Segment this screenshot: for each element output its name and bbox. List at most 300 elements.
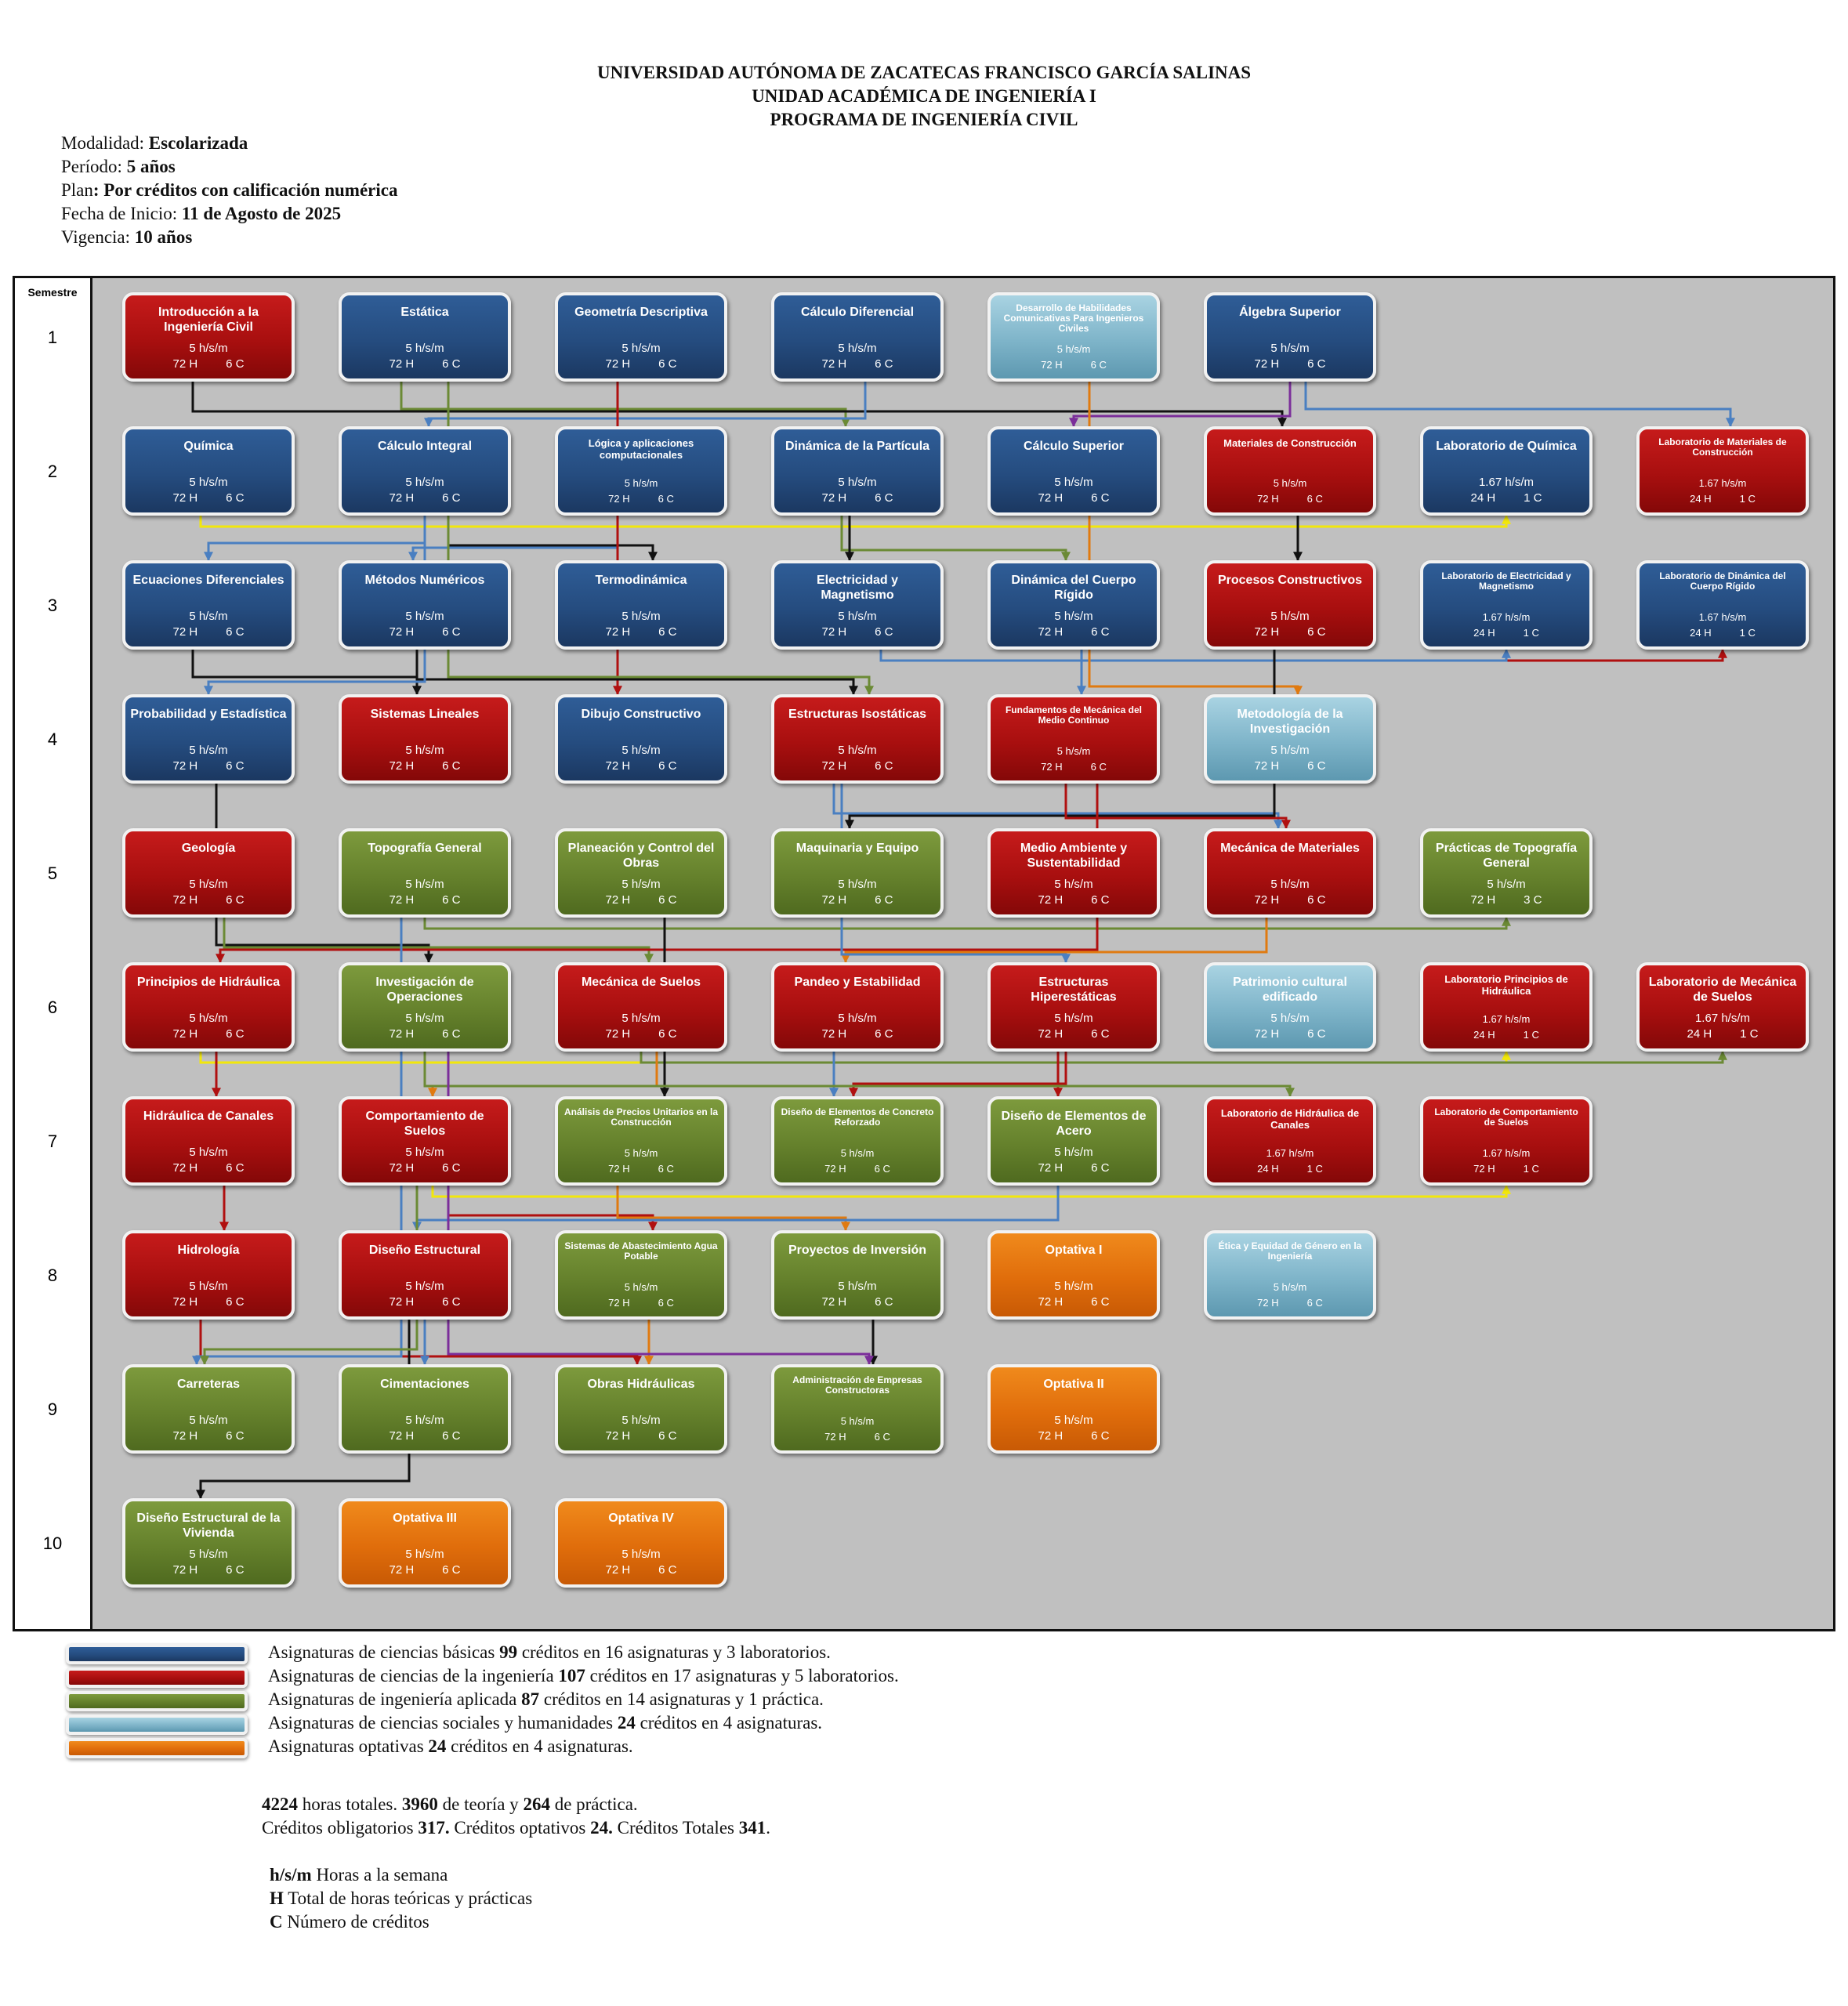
course-hours-credits (342, 625, 508, 639)
course-name: Patrimonio cultural edificado (1233, 976, 1347, 1004)
course-hours-credits (1423, 1029, 1589, 1041)
course-credits: 6 C (442, 759, 461, 773)
semester-number: 9 (47, 1399, 58, 1419)
course-estiso[interactable] (771, 694, 944, 784)
course-hours-per-week: 5 h/s/m (1054, 1012, 1093, 1025)
course-name: Diseño de Elementos de Concreto Reforzado (781, 1106, 934, 1128)
course-hours-per-week: 5 h/s/m (621, 1012, 661, 1025)
legend-text-opt: Asignaturas optativas 24 créditos en 4 asignaturas. (268, 1736, 633, 1756)
course-fundmec[interactable] (987, 694, 1160, 784)
course-total-hours: 72 H (389, 893, 415, 907)
course-name: Mecánica de Materiales (1220, 842, 1360, 855)
course-hours-per-week: 5 h/s/m (621, 878, 661, 891)
course-total-hours: 72 H (1041, 761, 1063, 773)
course-total-hours: 72 H (821, 625, 847, 639)
course-total-hours: 72 H (824, 1431, 846, 1443)
course-name: Cimentaciones (380, 1378, 469, 1391)
course-hours-per-week: 5 h/s/m (1270, 342, 1310, 355)
course-name: Laboratorio de Comportamiento de Suelos (1434, 1106, 1578, 1128)
course-total-hours: 72 H (821, 491, 847, 505)
course-geodesc[interactable] (555, 292, 727, 382)
course-total-hours: 72 H (1254, 759, 1280, 773)
semester-number: 3 (47, 596, 58, 615)
course-logica[interactable] (555, 426, 727, 516)
course-hours-per-week: 5 h/s/m (838, 878, 877, 891)
course-hours-per-week: 5 h/s/m (405, 1414, 444, 1427)
course-name: Pandeo y Estabilidad (794, 976, 921, 989)
course-name: Dibujo Constructivo (581, 708, 701, 721)
course-labcomp[interactable] (1420, 1096, 1593, 1186)
course-credits: 6 C (1091, 625, 1110, 639)
course-hours-per-week: 5 h/s/m (838, 610, 877, 623)
curriculum-map (13, 276, 1835, 1631)
course-hours-per-week: 5 h/s/m (1270, 610, 1310, 623)
course-quimica[interactable] (122, 426, 295, 516)
course-name: Fundamentos de Mecánica del Medio Continuo (1005, 704, 1143, 726)
course-intro[interactable] (122, 292, 295, 382)
legend-swatch-basic (66, 1644, 248, 1664)
course-matcons[interactable] (1204, 426, 1376, 516)
course-hours-credits (774, 1027, 940, 1041)
course-hours-per-week: 5 h/s/m (405, 878, 444, 891)
course-hours-per-week: 5 h/s/m (189, 476, 228, 489)
course-maqeq[interactable] (771, 828, 944, 918)
course-disacero[interactable] (987, 1096, 1160, 1186)
prerequisite-arrow-logica-metnum (413, 516, 618, 560)
course-hours-per-week: 1.67 h/s/m (1482, 611, 1531, 623)
course-hours-per-week: 5 h/s/m (1273, 477, 1307, 489)
course-planobra[interactable] (555, 828, 727, 918)
course-calcsup[interactable] (987, 426, 1160, 516)
course-deshab[interactable] (987, 292, 1160, 382)
course-labmat[interactable] (1636, 426, 1809, 516)
prerequisite-arrow-esthip-disconc (853, 1052, 1066, 1096)
course-name: Estructuras Isostáticas (788, 708, 927, 721)
course-name: Hidrología (177, 1244, 240, 1257)
prerequisite-arrow-algsup-calcsup (1074, 382, 1290, 426)
course-name: Álgebra Superior (1239, 306, 1341, 319)
course-calcint[interactable] (339, 426, 511, 516)
course-credits: 6 C (1307, 893, 1326, 907)
course-name: Metodología de la Investigación (1237, 708, 1343, 736)
course-hours-credits (991, 1027, 1157, 1041)
course-credits: 6 C (226, 625, 245, 639)
course-esthip[interactable] (987, 962, 1160, 1052)
course-hours-credits (774, 1163, 940, 1175)
course-name: Laboratorio de Materiales de Construcción (1658, 436, 1787, 458)
course-medamb[interactable] (987, 828, 1160, 918)
semester-number: 5 (47, 864, 58, 883)
academic-unit-title: UNIDAD ACADÉMICA DE INGENIERÍA I (752, 86, 1096, 106)
prerequisite-arrow-fundmec-mecmat (1066, 784, 1286, 828)
course-hours-credits (125, 1027, 292, 1041)
course-name: Geología (181, 842, 236, 855)
course-hours-credits (558, 1027, 724, 1041)
course-dinpart[interactable] (771, 426, 944, 516)
course-patrim[interactable] (1204, 962, 1376, 1052)
course-name: Diseño Estructural (368, 1244, 481, 1257)
course-hours-credits (774, 357, 940, 371)
course-sislin[interactable] (339, 694, 511, 784)
course-hours-credits (125, 357, 292, 371)
course-name: Cálculo Integral (377, 440, 473, 453)
course-hours-per-week: 5 h/s/m (405, 610, 444, 623)
course-hours-credits (558, 1297, 724, 1309)
course-name: Medio Ambiente y Sustentabilidad (1020, 842, 1128, 870)
course-hours-per-week: 1.67 h/s/m (1698, 477, 1747, 489)
course-hours-per-week: 1.67 h/s/m (1482, 1147, 1531, 1159)
course-labdin[interactable] (1636, 560, 1809, 650)
course-hours-credits (125, 893, 292, 907)
course-credits: 6 C (658, 893, 677, 907)
course-hidrologia[interactable] (122, 1230, 295, 1320)
course-credits: 1 C (1739, 627, 1756, 639)
course-hours-credits (342, 491, 508, 505)
course-credits: 6 C (226, 357, 245, 371)
course-hours-per-week: 5 h/s/m (405, 744, 444, 757)
course-total-hours: 24 H (1473, 627, 1495, 639)
course-hours-per-week: 5 h/s/m (189, 1414, 228, 1427)
course-hours-per-week: 5 h/s/m (840, 1147, 875, 1159)
abbreviations (270, 1863, 532, 1934)
course-credits: 6 C (1306, 493, 1323, 505)
course-opt4[interactable] (555, 1498, 727, 1588)
semester-number: 10 (42, 1533, 63, 1553)
legend-text-app: Asignaturas de ingeniería aplicada 87 créditos en 14 asignaturas y 1 práctica. (268, 1689, 824, 1709)
course-analprec[interactable] (555, 1096, 727, 1186)
course-name: Laboratorio de Hidráulica de Canales (1220, 1107, 1360, 1131)
prerequisite-arrow-calcint-termo (448, 516, 653, 560)
course-hours-per-week: 5 h/s/m (1270, 878, 1310, 891)
course-name: Laboratorio de Dinámica del Cuerpo Rígido (1659, 570, 1786, 592)
course-credits: 6 C (658, 1163, 674, 1175)
course-credits: 6 C (442, 893, 461, 907)
course-hours-credits (125, 1161, 292, 1175)
course-ecdif[interactable] (122, 560, 295, 650)
course-labelec[interactable] (1420, 560, 1593, 650)
course-name: Topografía General (368, 842, 482, 855)
course-invop[interactable] (339, 962, 511, 1052)
prerequisite-arrow-algsup-labmat (1306, 382, 1730, 426)
semester-header: Semestre (27, 286, 78, 299)
course-total-hours: 72 H (389, 1161, 415, 1175)
course-hidcan[interactable] (122, 1096, 295, 1186)
course-disconc[interactable] (771, 1096, 944, 1186)
course-grid (92, 278, 1833, 1629)
course-credits: 6 C (226, 1429, 245, 1443)
course-credits: 6 C (226, 1027, 245, 1041)
course-total-hours: 24 H (1473, 1029, 1495, 1041)
course-hours-per-week: 5 h/s/m (624, 1147, 658, 1159)
course-carreteras[interactable] (122, 1364, 295, 1454)
course-name: Investigación de Operaciones (375, 976, 474, 1004)
course-hours-per-week: 5 h/s/m (405, 1012, 444, 1025)
prerequisite-arrow-calcdif-calcint (429, 382, 865, 426)
course-dincuer[interactable] (987, 560, 1160, 650)
course-total-hours: 72 H (1470, 893, 1496, 907)
course-total-hours: 72 H (389, 1295, 415, 1309)
course-credits: 1 C (1523, 1163, 1539, 1175)
course-credits: 6 C (658, 1027, 677, 1041)
course-hours-per-week: 5 h/s/m (1270, 1012, 1310, 1025)
course-hours-per-week: 5 h/s/m (1056, 343, 1091, 355)
course-name: Optativa I (1045, 1244, 1103, 1257)
course-elecmag[interactable] (771, 560, 944, 650)
course-total-hours: 72 H (1254, 1027, 1280, 1041)
course-hours-credits (991, 491, 1157, 505)
course-total-hours: 24 H (1690, 627, 1712, 639)
course-hours-per-week: 5 h/s/m (838, 1012, 877, 1025)
course-admemp[interactable] (771, 1364, 944, 1454)
course-opt3[interactable] (339, 1498, 511, 1588)
course-name: Proyectos de Inversión (788, 1244, 927, 1257)
course-hours-credits (342, 1563, 508, 1577)
course-credits: 6 C (1091, 1295, 1110, 1309)
course-credits: 6 C (226, 893, 245, 907)
course-hours-credits (125, 759, 292, 773)
course-dibcons[interactable] (555, 694, 727, 784)
course-hours-per-week: 5 h/s/m (1054, 1146, 1093, 1159)
course-credits: 6 C (658, 1563, 677, 1577)
course-total-hours: 72 H (1473, 1163, 1495, 1175)
course-total-hours: 24 H (1687, 1027, 1712, 1041)
course-total-hours: 72 H (605, 893, 631, 907)
course-hours-credits (991, 1161, 1157, 1175)
course-hours-credits (1207, 1297, 1373, 1309)
course-estatica[interactable] (339, 292, 511, 382)
course-labmecs[interactable] (1636, 962, 1809, 1052)
prerequisite-arrow-dincuer-labdin (1089, 650, 1723, 661)
course-name: Ética y Equidad de Género en la Ingeniería (1218, 1240, 1362, 1262)
course-credits: 6 C (1091, 1027, 1110, 1041)
semester-number: 1 (47, 328, 58, 347)
course-hours-credits (558, 893, 724, 907)
course-total-hours: 72 H (824, 1163, 846, 1175)
course-credits: 1 C (1306, 1163, 1323, 1175)
course-name: Lógica y aplicaciones computacionales (588, 437, 694, 461)
course-total-hours: 72 H (1041, 359, 1063, 371)
course-disviv[interactable] (122, 1498, 295, 1588)
prerequisite-arrow-mecsue-labmecs (641, 1052, 1723, 1063)
course-name: Estructuras Hiperestáticas (1031, 976, 1117, 1004)
course-credits: 6 C (442, 1563, 461, 1577)
course-labprinc[interactable] (1420, 962, 1593, 1052)
course-hours-credits (1640, 493, 1806, 505)
course-metinv[interactable] (1204, 694, 1376, 784)
course-total-hours: 72 H (172, 357, 198, 371)
course-hours-per-week: 5 h/s/m (189, 878, 228, 891)
course-hours-per-week: 5 h/s/m (621, 610, 661, 623)
course-credits: 6 C (1306, 1297, 1323, 1309)
course-hours-per-week: 5 h/s/m (1054, 878, 1093, 891)
course-total-hours: 72 H (1257, 1297, 1279, 1309)
course-total-hours: 24 H (1257, 1163, 1279, 1175)
course-hours-credits (558, 357, 724, 371)
course-credits: 6 C (658, 1429, 677, 1443)
course-hours-credits (991, 359, 1157, 371)
abbr-hsm: h/s/m Horas a la semana (270, 1865, 448, 1885)
course-name: Planeación y Control del Obras (567, 842, 715, 870)
course-sisabast[interactable] (555, 1230, 727, 1320)
legend-text-soc: Asignaturas de ciencias sociales y humanidades 24 créditos en 4 asignaturas. (268, 1713, 823, 1733)
course-hours-per-week: 5 h/s/m (621, 1548, 661, 1561)
course-hours-credits (774, 1431, 940, 1443)
course-obrashid[interactable] (555, 1364, 727, 1454)
course-hours-credits (774, 1295, 940, 1309)
course-hours-per-week: 5 h/s/m (838, 1280, 877, 1293)
course-hours-credits (558, 759, 724, 773)
course-total-hours: 72 H (389, 625, 415, 639)
course-total-hours: 72 H (605, 357, 631, 371)
course-hours-per-week: 5 h/s/m (189, 1548, 228, 1561)
legend-swatch-app (66, 1691, 248, 1711)
course-total-hours: 72 H (1038, 491, 1064, 505)
prerequisite-arrow-princhid-labprinc (201, 1052, 1506, 1063)
course-opt1[interactable] (987, 1230, 1160, 1320)
course-total-hours: 72 H (172, 1161, 198, 1175)
course-name: Dinámica del Cuerpo Rígido (1011, 574, 1136, 602)
semester-number: 8 (47, 1266, 58, 1285)
semester-number: 2 (47, 462, 58, 481)
course-name: Laboratorio de Química (1436, 440, 1577, 453)
course-hours-credits (558, 493, 724, 505)
course-name: Mecánica de Suelos (581, 976, 701, 989)
course-hours-credits (1423, 627, 1589, 639)
course-hours-credits (558, 625, 724, 639)
course-hours-credits (342, 1027, 508, 1041)
course-credits: 1 C (1523, 627, 1539, 639)
course-compsue[interactable] (339, 1096, 511, 1186)
course-hours-per-week: 5 h/s/m (1273, 1281, 1307, 1293)
course-etica[interactable] (1204, 1230, 1376, 1320)
course-name: Sistemas Lineales (370, 708, 480, 721)
course-topo[interactable] (339, 828, 511, 918)
course-name: Materiales de Construcción (1223, 437, 1357, 449)
course-total-hours: 24 H (1470, 491, 1496, 505)
course-disest[interactable] (339, 1230, 511, 1320)
course-mecmat[interactable] (1204, 828, 1376, 918)
meta-modalidad: Modalidad: Escolarizada (61, 133, 248, 153)
course-credits: 6 C (875, 357, 893, 371)
course-hours-per-week: 5 h/s/m (189, 610, 228, 623)
course-name: Métodos Numéricos (364, 574, 485, 587)
course-mecsue[interactable] (555, 962, 727, 1052)
course-hours-credits (1640, 1027, 1806, 1041)
meta-periodo: Período: 5 años (61, 157, 176, 176)
course-labquim[interactable] (1420, 426, 1593, 516)
course-total-hours: 72 H (1038, 893, 1064, 907)
course-name: Laboratorio de Mecánica de Suelos (1648, 976, 1797, 1004)
course-total-hours: 72 H (389, 1027, 415, 1041)
course-hours-credits (774, 625, 940, 639)
course-name: Laboratorio de Electricidad y Magnetismo (1441, 570, 1571, 592)
course-hours-per-week: 5 h/s/m (405, 1280, 444, 1293)
course-pandeo[interactable] (771, 962, 944, 1052)
course-total-hours: 72 H (605, 759, 631, 773)
course-labhidc[interactable] (1204, 1096, 1376, 1186)
course-credits: 6 C (875, 893, 893, 907)
semester-number: 4 (47, 730, 58, 749)
course-hours-per-week: 1.67 h/s/m (1478, 476, 1535, 489)
course-credits: 6 C (875, 491, 893, 505)
course-credits: 6 C (658, 759, 677, 773)
course-name: Diseño Estructural de la Vivienda (136, 1512, 281, 1540)
course-calcdif[interactable] (771, 292, 944, 382)
prerequisite-arrow-disacero-disest (417, 1186, 1058, 1230)
course-total-hours: 72 H (172, 625, 198, 639)
course-credits: 6 C (874, 1431, 890, 1443)
meta-fecha-inicio: Fecha de Inicio: 11 de Agosto de 2025 (61, 204, 342, 223)
prerequisite-arrow-compsue-labcomp (433, 1186, 1506, 1197)
prerequisite-arrow-dinpart-dincuer (842, 516, 1066, 560)
course-hours-credits (342, 1429, 508, 1443)
course-hours-credits (1640, 627, 1806, 639)
legend-text-eng: Asignaturas de ciencias de la ingeniería 107 créditos en 17 asignaturas y 5 laboratorios. (268, 1666, 899, 1686)
prerequisite-arrow-quimica-labquim (201, 516, 1506, 527)
course-credits: 6 C (875, 1295, 893, 1309)
prerequisite-arrow-calcint-ecdif (208, 516, 425, 560)
course-hours-credits (774, 491, 940, 505)
course-hours-per-week: 5 h/s/m (405, 1146, 444, 1159)
course-total-hours: 72 H (389, 759, 415, 773)
course-credits: 6 C (1091, 1161, 1110, 1175)
course-hours-per-week: 5 h/s/m (624, 477, 658, 489)
course-total-hours: 72 H (172, 1295, 198, 1309)
course-hours-per-week: 1.67 h/s/m (1266, 1147, 1314, 1159)
course-credits: 6 C (442, 357, 461, 371)
course-total-hours: 72 H (608, 1297, 630, 1309)
course-total-hours: 24 H (1690, 493, 1712, 505)
course-princhid[interactable] (122, 962, 295, 1052)
course-termo[interactable] (555, 560, 727, 650)
course-hours-credits (991, 1295, 1157, 1309)
course-total-hours: 72 H (821, 1295, 847, 1309)
course-hours-credits (1207, 1027, 1373, 1041)
course-hours-credits (1207, 625, 1373, 639)
course-credits: 6 C (658, 493, 674, 505)
course-hours-credits (991, 1429, 1157, 1443)
prerequisite-arrow-estiso-mecmat (834, 784, 1278, 828)
course-name: Ecuaciones Diferenciales (132, 574, 284, 587)
course-algsup[interactable] (1204, 292, 1376, 382)
course-probest[interactable] (122, 694, 295, 784)
course-hours-credits (342, 1161, 508, 1175)
course-credits: 1 C (1524, 491, 1542, 505)
course-geologia[interactable] (122, 828, 295, 918)
document-header (0, 61, 1848, 132)
course-name: Introducción a la Ingeniería Civil (158, 306, 259, 334)
course-total-hours: 72 H (1254, 625, 1280, 639)
course-credits: 6 C (226, 759, 245, 773)
course-credits: 6 C (1091, 491, 1110, 505)
course-proccons[interactable] (1204, 560, 1376, 650)
university-title: UNIVERSIDAD AUTÓNOMA DE ZACATECAS FRANCISCO GARCÍA SALINAS (596, 63, 1252, 82)
course-hours-credits (125, 1429, 292, 1443)
course-cimentac[interactable] (339, 1364, 511, 1454)
course-metnum[interactable] (339, 560, 511, 650)
course-hours-credits (1207, 1163, 1373, 1175)
course-practopo[interactable] (1420, 828, 1593, 918)
course-credits: 1 C (1739, 493, 1756, 505)
course-hours-credits (342, 893, 508, 907)
course-name: Optativa III (393, 1512, 457, 1525)
course-name: Desarrollo de Habilidades Comunicativas Para Ingenieros Civiles (1003, 302, 1144, 334)
course-credits: 6 C (875, 625, 893, 639)
course-name: Maquinaria y Equipo (795, 842, 919, 855)
course-opt2[interactable] (987, 1364, 1160, 1454)
prerequisite-arrow-elecmag-labelec (881, 650, 1506, 661)
course-proyinv[interactable] (771, 1230, 944, 1320)
